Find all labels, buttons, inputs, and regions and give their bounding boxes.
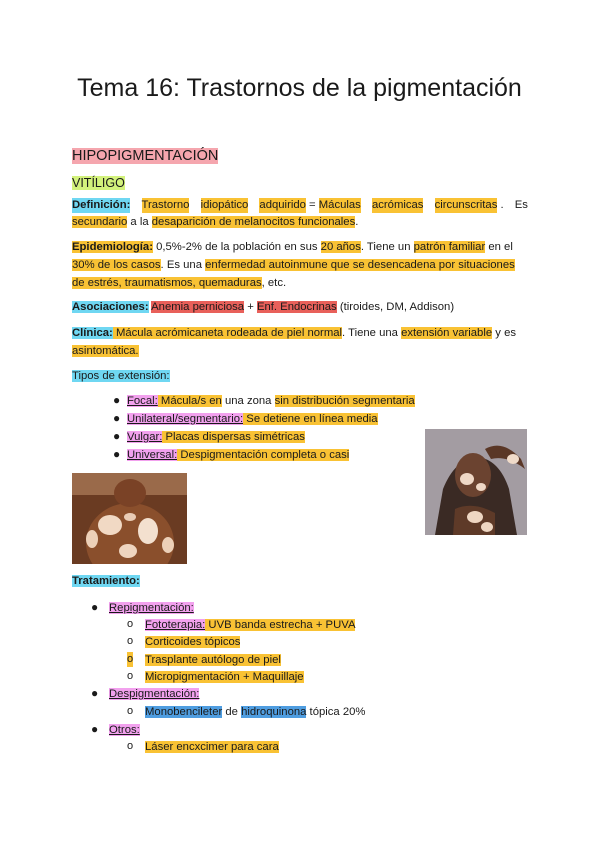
subsection-heading: VITÍLIGO — [72, 176, 125, 190]
vitiligo-woman-photo — [425, 429, 527, 535]
bullet-icon: ● — [91, 722, 99, 736]
list-item-transplant: Trasplante autólogo de piel — [145, 654, 281, 666]
bullet-icon: ● — [91, 686, 99, 700]
list-item-depigmentation: Despigmentación: — [109, 688, 200, 700]
epidemiology-line-1: Epidemiología: 0,5%-2% de la población en sus 20 años. Tiene un patrón familiar en el — [72, 241, 513, 253]
vitiligo-child-image — [72, 473, 187, 564]
list-item-vulgar: Vulgar: Placas dispersas simétricas — [127, 431, 305, 443]
hollow-bullet-icon: o — [127, 670, 134, 682]
list-item-monobenzyl: Monobencileter de hidroquinona tópica 20% — [145, 706, 366, 718]
list-item-micropigmentation: Micropigmentación + Maquillaje — [145, 671, 304, 683]
list-item-repigmentation: Repigmentación: — [109, 602, 194, 614]
list-item-phototherapy: Fototerapia: UVB banda estrecha + PUVA — [145, 619, 356, 631]
extension-types-label: Tipos de extensión: — [72, 370, 170, 382]
definition-line-2: secundario a la desaparición de melanocitos funcionales. — [72, 216, 359, 228]
definition-line-1: Definición: Trastorno idiopático adquirido = Máculas acrómicas circunscritas . Es — [72, 199, 528, 211]
list-item-unilateral: Unilateral/segmentario: Se detiene en línea media — [127, 413, 378, 425]
vitiligo-woman-image — [425, 429, 527, 535]
list-item-others: Otros: — [109, 724, 140, 736]
list-item-universal: Universal: Despigmentación completa o casi — [127, 449, 350, 461]
vitiligo-child-photo — [72, 473, 187, 564]
list-item-corticoids: Corticoides tópicos — [145, 636, 241, 648]
bullet-icon: ● — [113, 411, 121, 425]
bullet-icon: ● — [113, 447, 121, 461]
epidemiology-line-2: 30% de los casos. Es una enfermedad autoinmune que se desencadena por situaciones — [72, 259, 515, 271]
section-heading: HIPOPIGMENTACIÓN — [72, 148, 219, 164]
epidemiology-line-3: de estrés, traumatismos, quemaduras, etc. — [72, 277, 287, 289]
associations-line: Asociaciones: Anemia perniciosa + Enf. Endocrinas (tiroides, DM, Addison) — [72, 301, 455, 313]
hollow-bullet-icon: o — [127, 635, 134, 647]
hollow-bullet-icon: o — [127, 653, 134, 665]
clinical-line-1: Clínica: Mácula acrómicaneta rodeada de piel normal. Tiene una extensión variable y es — [72, 327, 516, 339]
bullet-icon: ● — [113, 429, 121, 443]
hollow-bullet-icon: o — [127, 740, 134, 752]
list-item-focal: Focal: Mácula/s en una zona sin distribución segmentaria — [127, 395, 415, 407]
hollow-bullet-icon: o — [127, 618, 134, 630]
clinical-line-2: asintomática. — [72, 345, 139, 357]
page-title: Tema 16: Trastornos de la pigmentación — [77, 74, 522, 102]
treatment-label: Tratamiento: — [72, 575, 140, 587]
list-item-laser: Láser encxcimer para cara — [145, 741, 279, 753]
bullet-icon: ● — [113, 393, 121, 407]
bullet-icon: ● — [91, 600, 99, 614]
hollow-bullet-icon: o — [127, 705, 134, 717]
